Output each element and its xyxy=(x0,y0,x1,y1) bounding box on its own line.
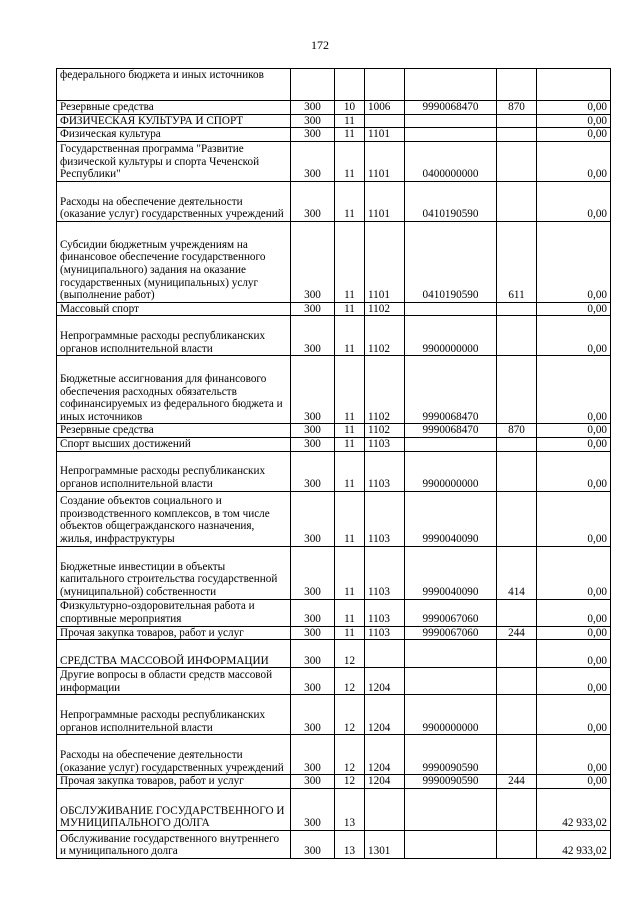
cell-sum: 0,00 xyxy=(537,437,611,451)
table-row xyxy=(57,424,611,438)
cell-name: Физкультурно-оздоровительная работа и спортивные мероприятия xyxy=(57,599,291,626)
cell-vr xyxy=(497,491,537,546)
cell-vr xyxy=(497,695,537,735)
cell-name: Резервные средства xyxy=(57,424,291,438)
table-row xyxy=(57,128,611,142)
cell-vr: 870 xyxy=(497,101,537,115)
cell-name: Бюджетные инвестиции в объекты капитального строительства государственной (муниципальной) собственности xyxy=(57,546,291,599)
cell-vr xyxy=(497,302,537,316)
cell-name: ОБСЛУЖИВАНИЕ ГОСУДАРСТВЕННОГО И МУНИЦИПАЛЬНОГО ДОЛГА xyxy=(57,788,291,830)
cell-csr: 9990040090 xyxy=(405,491,497,546)
cell-vr: 414 xyxy=(497,546,537,599)
cell-sum: 0,00 xyxy=(537,356,611,424)
cell-csr xyxy=(405,830,497,858)
cell-podr: 1103 xyxy=(365,626,405,640)
cell-name: Непрограммные расходы республиканских органов исполнительной власти xyxy=(57,695,291,735)
cell-razd: 11 xyxy=(335,316,365,356)
page-number: 172 xyxy=(311,38,329,52)
cell-name: Обслуживание государственного внутреннего и муниципального долга xyxy=(57,830,291,858)
table-row xyxy=(57,451,611,491)
cell-adm: 300 xyxy=(291,316,335,356)
cell-adm: 300 xyxy=(291,302,335,316)
cell-podr: 1102 xyxy=(365,424,405,438)
cell-razd: 12 xyxy=(335,735,365,775)
cell-csr: 9990067060 xyxy=(405,599,497,626)
cell-vr xyxy=(497,69,537,101)
cell-podr: 1103 xyxy=(365,437,405,451)
cell-podr: 1103 xyxy=(365,546,405,599)
cell-vr xyxy=(497,181,537,221)
cell-sum: 0,00 xyxy=(537,640,611,668)
cell-sum: 0,00 xyxy=(537,735,611,775)
cell-razd: 12 xyxy=(335,695,365,735)
cell-vr xyxy=(497,599,537,626)
table-row xyxy=(57,141,611,181)
cell-vr xyxy=(497,437,537,451)
cell-razd: 11 xyxy=(335,356,365,424)
cell-csr: 0400000000 xyxy=(405,141,497,181)
cell-adm: 300 xyxy=(291,221,335,302)
cell-podr: 1204 xyxy=(365,668,405,695)
cell-podr: 1101 xyxy=(365,128,405,142)
cell-csr xyxy=(405,128,497,142)
cell-adm: 300 xyxy=(291,128,335,142)
cell-sum: 0,00 xyxy=(537,775,611,789)
table-row xyxy=(57,546,611,599)
cell-adm: 300 xyxy=(291,101,335,115)
cell-adm: 300 xyxy=(291,437,335,451)
cell-adm: 300 xyxy=(291,668,335,695)
cell-sum: 0,00 xyxy=(537,316,611,356)
cell-vr xyxy=(497,141,537,181)
cell-podr: 1204 xyxy=(365,775,405,789)
cell-sum: 0,00 xyxy=(537,221,611,302)
cell-csr: 9990068470 xyxy=(405,101,497,115)
cell-name: федерального бюджета и иных источников xyxy=(57,69,291,101)
cell-adm: 300 xyxy=(291,451,335,491)
cell-razd: 13 xyxy=(335,830,365,858)
cell-razd: 11 xyxy=(335,302,365,316)
cell-csr: 9990068470 xyxy=(405,424,497,438)
cell-podr xyxy=(365,114,405,128)
table-row xyxy=(57,599,611,626)
cell-sum: 42 933,02 xyxy=(537,788,611,830)
cell-name: Массовый спорт xyxy=(57,302,291,316)
cell-sum: 0,00 xyxy=(537,626,611,640)
cell-vr xyxy=(497,735,537,775)
cell-csr xyxy=(405,788,497,830)
cell-name: Государственная программа "Развитие физической культуры и спорта Чеченской Республики" xyxy=(57,141,291,181)
table-row xyxy=(57,221,611,302)
cell-podr: 1101 xyxy=(365,181,405,221)
cell-vr xyxy=(497,128,537,142)
cell-sum xyxy=(537,69,611,101)
cell-podr xyxy=(365,640,405,668)
cell-sum: 0,00 xyxy=(537,302,611,316)
cell-csr: 9900000000 xyxy=(405,316,497,356)
table-row xyxy=(57,302,611,316)
cell-name: Субсидии бюджетным учреждениям на финансовое обеспечение государственного (муниципального) задания на оказание государственных (муниципальных) услуг (выполнение работ) xyxy=(57,221,291,302)
cell-vr xyxy=(497,830,537,858)
cell-adm: 300 xyxy=(291,114,335,128)
cell-name: Спорт высших достижений xyxy=(57,437,291,451)
table-row xyxy=(57,491,611,546)
cell-podr xyxy=(365,69,405,101)
cell-podr: 1102 xyxy=(365,316,405,356)
cell-vr xyxy=(497,316,537,356)
cell-csr xyxy=(405,302,497,316)
cell-adm: 300 xyxy=(291,599,335,626)
cell-csr: 0410190590 xyxy=(405,221,497,302)
cell-adm: 300 xyxy=(291,181,335,221)
cell-adm: 300 xyxy=(291,141,335,181)
cell-name: Бюджетные ассигнования для финансового обеспечения расходных обязательств софинансируемых из федерального бюджета и иных источников xyxy=(57,356,291,424)
cell-name: Непрограммные расходы республиканских органов исполнительной власти xyxy=(57,451,291,491)
cell-vr xyxy=(497,640,537,668)
cell-podr: 1204 xyxy=(365,735,405,775)
cell-adm: 300 xyxy=(291,640,335,668)
cell-adm: 300 xyxy=(291,775,335,789)
cell-sum: 0,00 xyxy=(537,451,611,491)
cell-name: Прочая закупка товаров, работ и услуг xyxy=(57,626,291,640)
cell-sum: 0,00 xyxy=(537,101,611,115)
cell-vr: 244 xyxy=(497,775,537,789)
cell-razd: 11 xyxy=(335,491,365,546)
table-row xyxy=(57,101,611,115)
cell-razd xyxy=(335,69,365,101)
cell-sum: 0,00 xyxy=(537,181,611,221)
cell-razd: 11 xyxy=(335,141,365,181)
cell-vr: 870 xyxy=(497,424,537,438)
cell-name: Другие вопросы в области средств массовой информации xyxy=(57,668,291,695)
cell-razd: 10 xyxy=(335,101,365,115)
cell-sum: 0,00 xyxy=(537,141,611,181)
cell-podr: 1102 xyxy=(365,356,405,424)
cell-adm: 300 xyxy=(291,788,335,830)
table-row xyxy=(57,640,611,668)
cell-vr xyxy=(497,356,537,424)
cell-name: Расходы на обеспечение деятельности (оказание услуг) государственных учреждений xyxy=(57,735,291,775)
cell-name: Непрограммные расходы республиканских органов исполнительной власти xyxy=(57,316,291,356)
table-row xyxy=(57,695,611,735)
cell-razd: 11 xyxy=(335,546,365,599)
cell-vr: 611 xyxy=(497,221,537,302)
cell-name: ФИЗИЧЕСКАЯ КУЛЬТУРА И СПОРТ xyxy=(57,114,291,128)
cell-razd: 13 xyxy=(335,788,365,830)
cell-name: СРЕДСТВА МАССОВОЙ ИНФОРМАЦИИ xyxy=(57,640,291,668)
cell-podr: 1102 xyxy=(365,302,405,316)
table-row xyxy=(57,437,611,451)
cell-sum: 0,00 xyxy=(537,668,611,695)
cell-name: Физическая культура xyxy=(57,128,291,142)
cell-razd: 12 xyxy=(335,775,365,789)
cell-adm: 300 xyxy=(291,830,335,858)
cell-adm: 300 xyxy=(291,695,335,735)
table-row xyxy=(57,775,611,789)
table-row xyxy=(57,788,611,830)
cell-adm xyxy=(291,69,335,101)
cell-razd: 11 xyxy=(335,437,365,451)
cell-podr: 1006 xyxy=(365,101,405,115)
cell-adm: 300 xyxy=(291,356,335,424)
table-row xyxy=(57,114,611,128)
cell-sum: 0,00 xyxy=(537,599,611,626)
cell-razd: 11 xyxy=(335,599,365,626)
cell-razd: 12 xyxy=(335,668,365,695)
cell-razd: 11 xyxy=(335,221,365,302)
cell-sum: 0,00 xyxy=(537,695,611,735)
cell-sum: 0,00 xyxy=(537,128,611,142)
cell-csr: 9990090590 xyxy=(405,735,497,775)
cell-name: Резервные средства xyxy=(57,101,291,115)
table-row xyxy=(57,830,611,858)
cell-vr xyxy=(497,114,537,128)
cell-vr xyxy=(497,668,537,695)
cell-csr xyxy=(405,640,497,668)
cell-razd: 11 xyxy=(335,114,365,128)
cell-adm: 300 xyxy=(291,626,335,640)
cell-sum: 0,00 xyxy=(537,114,611,128)
cell-sum: 0,00 xyxy=(537,424,611,438)
cell-csr: 9990067060 xyxy=(405,626,497,640)
cell-csr: 9900000000 xyxy=(405,695,497,735)
cell-name: Прочая закупка товаров, работ и услуг xyxy=(57,775,291,789)
cell-razd: 11 xyxy=(335,424,365,438)
cell-podr: 1101 xyxy=(365,221,405,302)
cell-podr xyxy=(365,788,405,830)
cell-podr: 1103 xyxy=(365,599,405,626)
cell-podr: 1204 xyxy=(365,695,405,735)
table-row xyxy=(57,69,611,101)
cell-podr: 1301 xyxy=(365,830,405,858)
table-row xyxy=(57,316,611,356)
budget-table xyxy=(56,68,611,859)
cell-podr: 1103 xyxy=(365,451,405,491)
cell-razd: 11 xyxy=(335,128,365,142)
cell-podr: 1101 xyxy=(365,141,405,181)
table-row xyxy=(57,626,611,640)
cell-csr xyxy=(405,114,497,128)
cell-podr: 1103 xyxy=(365,491,405,546)
cell-sum: 0,00 xyxy=(537,546,611,599)
cell-vr: 244 xyxy=(497,626,537,640)
cell-vr xyxy=(497,788,537,830)
cell-razd: 11 xyxy=(335,451,365,491)
cell-csr: 9990090590 xyxy=(405,775,497,789)
cell-name: Создание объектов социального и производственного комплексов, в том числе объектов общегражданского назначения, жилья, инфраструктуры xyxy=(57,491,291,546)
cell-vr xyxy=(497,451,537,491)
table-row xyxy=(57,735,611,775)
cell-sum: 0,00 xyxy=(537,491,611,546)
cell-adm: 300 xyxy=(291,735,335,775)
cell-csr: 9900000000 xyxy=(405,451,497,491)
cell-adm: 300 xyxy=(291,491,335,546)
table-row xyxy=(57,356,611,424)
cell-csr: 9990040090 xyxy=(405,546,497,599)
table-row xyxy=(57,181,611,221)
table-row xyxy=(57,668,611,695)
cell-csr xyxy=(405,69,497,101)
cell-razd: 12 xyxy=(335,640,365,668)
cell-adm: 300 xyxy=(291,424,335,438)
cell-razd: 11 xyxy=(335,181,365,221)
cell-razd: 11 xyxy=(335,626,365,640)
cell-csr xyxy=(405,668,497,695)
cell-csr: 0410190590 xyxy=(405,181,497,221)
cell-csr: 9990068470 xyxy=(405,356,497,424)
cell-sum: 42 933,02 xyxy=(537,830,611,858)
cell-name: Расходы на обеспечение деятельности (оказание услуг) государственных учреждений xyxy=(57,181,291,221)
cell-adm: 300 xyxy=(291,546,335,599)
cell-csr xyxy=(405,437,497,451)
